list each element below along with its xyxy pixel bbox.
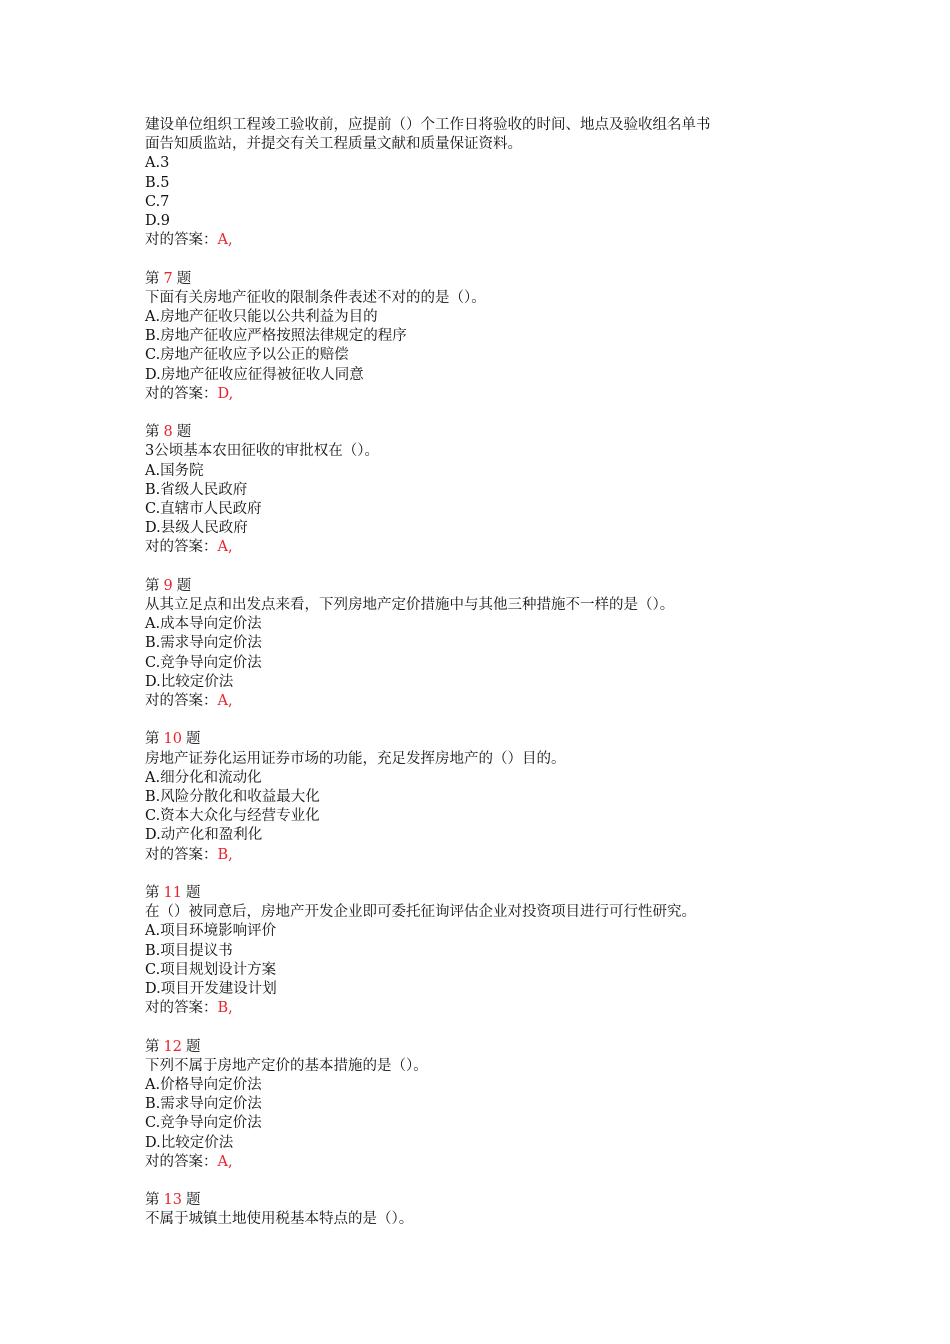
question-prefix: 第	[145, 270, 160, 287]
document-page	[145, 116, 825, 1230]
question-suffix: 题	[185, 885, 201, 902]
question-suffix: 题	[185, 731, 201, 748]
answer-label: 对的答案：	[145, 846, 218, 863]
question-stem: 3公顷基本农田征收的审批权在（）。	[145, 443, 379, 460]
option-c: C.房地产征收应予以公正的赔偿	[145, 347, 349, 364]
question-suffix: 题	[176, 424, 192, 441]
option-b: B.需求导向定价法	[145, 1096, 262, 1113]
option-a: A.房地产征收只能以公共利益为目的	[145, 309, 378, 326]
question-suffix: 题	[176, 270, 192, 287]
question-block	[145, 884, 825, 1018]
question-number: 7	[163, 270, 173, 287]
question-stem: 下面有关房地产征收的限制条件表述不对的的是（）。	[145, 289, 486, 306]
question-prefix: 第	[145, 1038, 160, 1055]
answer-value: D,	[217, 385, 234, 402]
option-a: A.价格导向定价法	[145, 1077, 262, 1094]
option-b: B.项目提议书	[145, 942, 233, 959]
question-prefix: 第	[145, 424, 160, 441]
option-b: B.需求导向定价法	[145, 635, 262, 652]
option-a: A.细分化和流动化	[145, 769, 262, 786]
answer-value: A,	[217, 232, 233, 249]
option-c: C.7	[145, 193, 170, 210]
option-b: B.风险分散化和收益最大化	[145, 789, 320, 806]
option-d: D.比较定价法	[145, 1134, 234, 1151]
question-header	[145, 423, 825, 442]
question-header	[145, 1191, 825, 1210]
question-list	[145, 270, 825, 1230]
option-a: A.成本导向定价法	[145, 616, 262, 633]
answer-line	[145, 846, 825, 865]
question-stem-line: 面告知质监站，并提交有关工程质量文献和质量保证资料。	[145, 136, 522, 153]
option-c: C.资本大众化与经营专业化	[145, 808, 320, 825]
answer-label: 对的答案：	[145, 1153, 218, 1170]
answer-label: 对的答案：	[145, 1000, 218, 1017]
question-prefix: 第	[145, 885, 160, 902]
option-b: B.房地产征收应严格按照法律规定的程序	[145, 328, 407, 345]
answer-line	[145, 692, 825, 711]
question-number: 8	[163, 424, 173, 441]
option-d: D.项目开发建设计划	[145, 981, 277, 998]
question-prefix: 第	[145, 577, 160, 594]
question-number: 10	[163, 731, 182, 748]
question-number: 12	[163, 1038, 182, 1055]
answer-line	[145, 538, 825, 557]
option-c: C.直辖市人民政府	[145, 501, 262, 518]
answer-line	[145, 999, 825, 1018]
option-b: B.5	[145, 174, 170, 191]
option-b: B.省级人民政府	[145, 481, 248, 498]
option-a: A.项目环境影响评价	[145, 923, 277, 940]
answer-label: 对的答案：	[145, 539, 218, 556]
answer-label: 对的答案：	[145, 232, 218, 249]
option-d: D.房地产征收应征得被征收人同意	[145, 366, 364, 383]
question-suffix: 题	[176, 577, 192, 594]
question-stem-line: 建设单位组织工程竣工验收前，应提前（）个工作日将验收的时间、地点及验收组名单书	[145, 117, 711, 133]
question-stem: 从其立足点和出发点来看，下列房地产定价措施中与其他三种措施不一样的是（）。	[145, 597, 675, 614]
question-number: 11	[163, 885, 182, 902]
answer-line	[145, 1153, 825, 1172]
question-block	[145, 577, 825, 711]
option-c: C.项目规划设计方案	[145, 961, 277, 978]
answer-value: B,	[217, 846, 233, 863]
question-suffix: 题	[185, 1192, 201, 1209]
question-block	[145, 1038, 825, 1172]
question-header	[145, 577, 825, 596]
option-c: C.竞争导向定价法	[145, 654, 262, 671]
question-stem: 在（）被同意后，房地产开发企业即可委托征询评估企业对投资项目进行可行性研究。	[145, 904, 696, 921]
option-d: D.比较定价法	[145, 673, 234, 690]
answer-label: 对的答案：	[145, 385, 218, 402]
question-block	[145, 1191, 825, 1229]
option-d: D.9	[145, 213, 170, 230]
answer-label: 对的答案：	[145, 693, 218, 710]
question-header	[145, 730, 825, 749]
answer-value: A,	[217, 539, 233, 556]
answer-line	[145, 231, 825, 250]
option-d: D.动产化和盈利化	[145, 827, 263, 844]
question-number: 13	[163, 1192, 182, 1209]
answer-value: A,	[217, 1153, 233, 1170]
option-a: A.国务院	[145, 462, 204, 479]
question-stem: 不属于城镇土地使用税基本特点的是（）。	[145, 1211, 414, 1228]
question-block	[145, 730, 825, 864]
question-header	[145, 1038, 825, 1057]
question-stem: 房地产证券化运用证券市场的功能，充足发挥房地产的（）目的。	[145, 750, 566, 767]
answer-value: A,	[217, 693, 233, 710]
option-a: A.3	[145, 155, 170, 172]
question-6	[145, 116, 825, 250]
question-block	[145, 423, 825, 557]
question-prefix: 第	[145, 1192, 160, 1209]
option-d: D.县级人民政府	[145, 520, 248, 537]
question-block	[145, 270, 825, 404]
question-header	[145, 270, 825, 289]
option-c: C.竞争导向定价法	[145, 1115, 262, 1132]
question-header	[145, 884, 825, 903]
question-suffix: 题	[185, 1038, 201, 1055]
answer-line	[145, 385, 825, 404]
question-stem: 下列不属于房地产定价的基本措施的是（）。	[145, 1057, 428, 1074]
answer-value: B,	[217, 1000, 233, 1017]
question-number: 9	[163, 577, 173, 594]
question-prefix: 第	[145, 731, 160, 748]
